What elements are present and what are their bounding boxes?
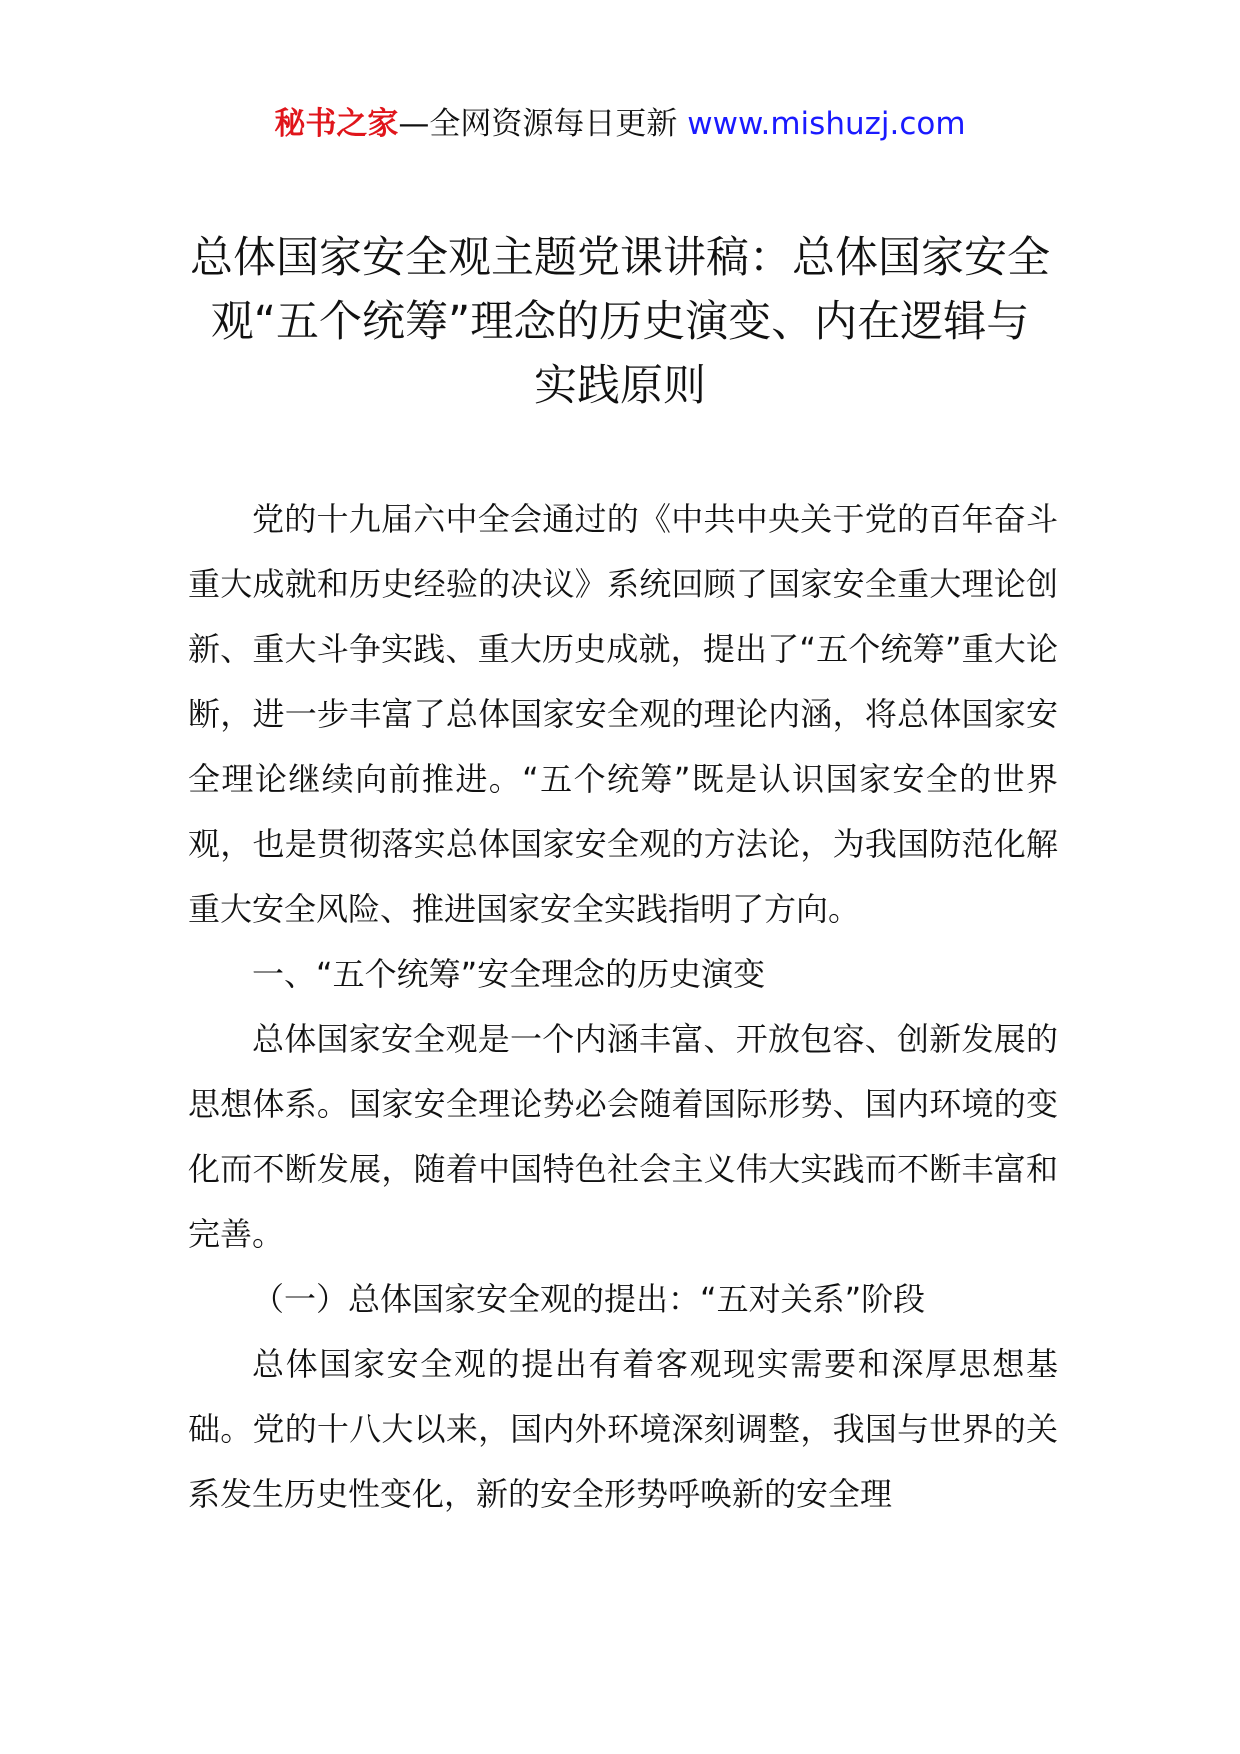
subsection-heading-1: （一）总体国家安全观的提出：“五对关系”阶段 [252, 1280, 926, 1318]
paragraph-intro: 党的十九届六中全会通过的《中共中央关于党的百年奋斗重大成就和历史经验的决议》系统回顾了国家安全重大理论创新、重大斗争实践、重大历史成就，提出了“五个统筹”重大论断，进一步丰富了总体国家安全观的理论内涵，将总体国家安全理论继续向前推进。“五个统筹”既是认识国家安全的世界观，也是贯彻落实总体国家安全观的方法论，为我国防范化解重大安全风险、推进国家安全实践指明了方向。 [188, 500, 1058, 928]
document-title: 总体国家安全观主题党课讲稿：总体国家安全观“五个统筹”理念的历史演变、内在逻辑与实践原则 [190, 233, 1050, 411]
site-brand: 秘书之家 [274, 106, 399, 142]
document-body [188, 487, 1058, 1527]
section-heading-1: 一、“五个统筹”安全理念的历史演变 [252, 955, 766, 993]
site-url-link[interactable]: www.mishuzj.com [687, 106, 966, 142]
site-tagline: —全网资源每日更新 [398, 106, 688, 142]
paragraph-section-1: 总体国家安全观是一个内涵丰富、开放包容、创新发展的思想体系。国家安全理论势必会随着国际形势、国内环境的变化而不断发展，随着中国特色社会主义伟大实践而不断丰富和完善。 [188, 1020, 1058, 1253]
paragraph-subsection-1: 总体国家安全观的提出有着客观现实需要和深厚思想基础。党的十八大以来，国内外环境深刻调整，我国与世界的关系发生历史性变化，新的安全形势呼唤新的安全理 [188, 1345, 1058, 1513]
site-banner [0, 100, 1240, 148]
